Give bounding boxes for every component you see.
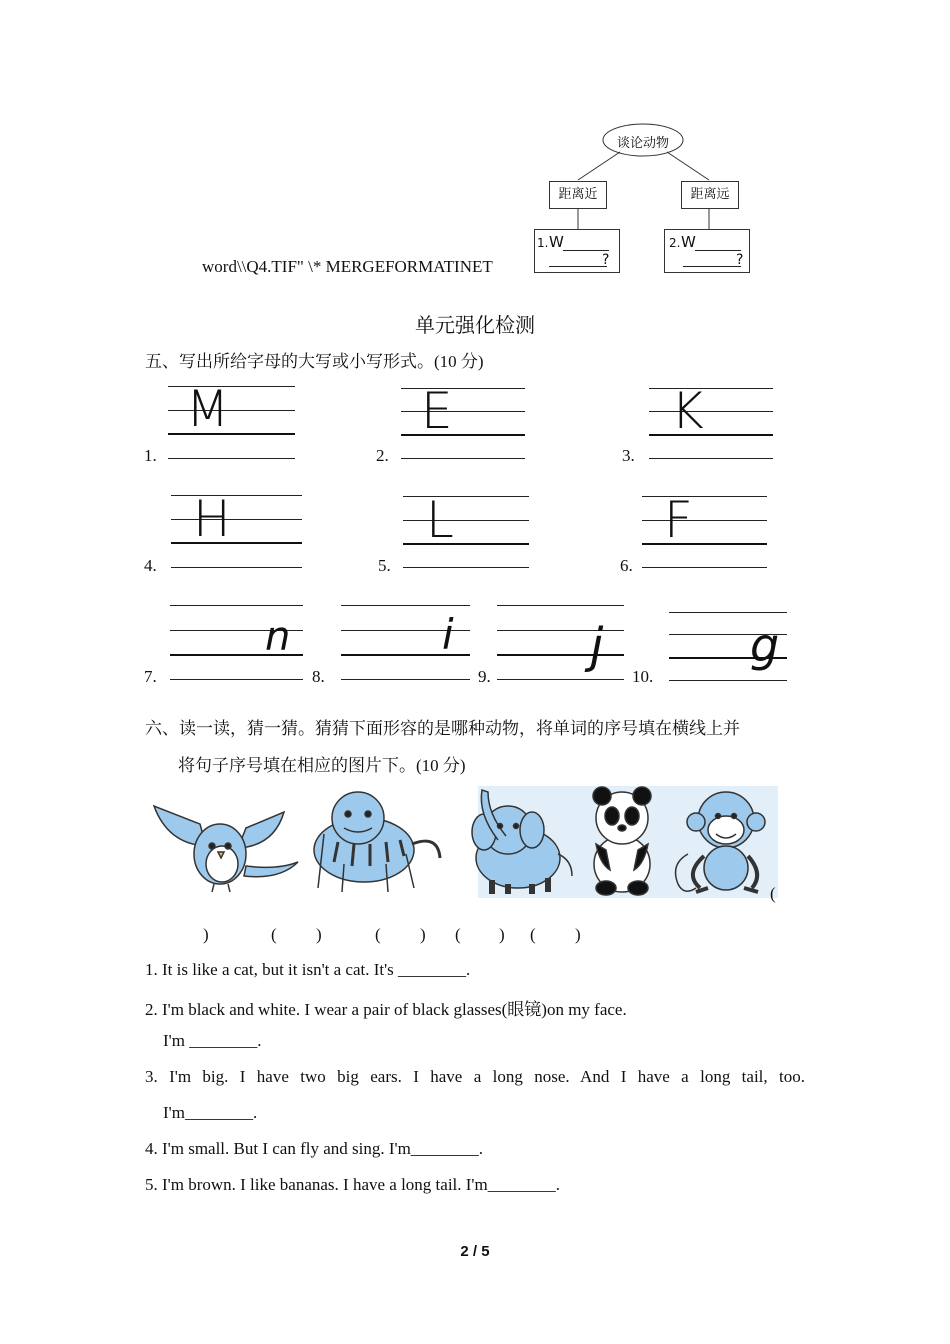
paren-close-1[interactable]: ) (203, 925, 209, 944)
q5-letter-7: n (265, 614, 291, 660)
page-number: 2 / 5 (460, 1243, 490, 1260)
q6-sentence-3: 3. I'm big. I have two big ears. I have a long nose. And I have a long tail, too. (145, 1067, 805, 1086)
q5-letter-2: E (421, 382, 453, 440)
q6-heading-line1: 六、读一读，猜一猜。猜猜下面形容的是哪种动物，将单词的序号填在横线上并 (145, 719, 740, 738)
tiger-picture (314, 792, 440, 892)
paren-open-5[interactable]: ( (530, 925, 536, 944)
q5-num-5: 5. (378, 556, 391, 575)
paren-close-5[interactable]: ) (575, 925, 581, 944)
q5-num-8: 8. (312, 667, 325, 686)
mindmap-far-label: 距离远 (690, 187, 730, 202)
animal-pictures (148, 784, 778, 904)
mindmap-near-label: 距离近 (558, 187, 598, 202)
q5-num-3: 3. (622, 446, 635, 465)
q5-letter-4: H (193, 490, 231, 548)
box1-w: W (549, 233, 564, 251)
q6-sentence-2: 2. I'm black and white. I wear a pair of black glasses(眼镜)on my face. (145, 1000, 627, 1019)
q6-sentence-2-answer: I'm ________. (163, 1031, 262, 1050)
mindmap-far-box (681, 181, 739, 209)
q5-letter-10: g (750, 618, 780, 672)
q6-sentence-5: 5. I'm brown. I like bananas. I have a long tail. I'm________. (145, 1175, 560, 1194)
q5-num-6: 6. (620, 556, 633, 575)
field-code-text: word\\Q4.TIF" \* MERGEFORMATINET (202, 257, 493, 276)
paren-close-4[interactable]: ) (499, 925, 505, 944)
paren-close-3[interactable]: ) (420, 925, 426, 944)
q6-heading-line2: 将句子序号填在相应的图片下。(10 分) (178, 756, 466, 775)
q5-num-2: 2. (376, 446, 389, 465)
box2-w: W (681, 233, 696, 251)
bird-picture (154, 806, 298, 892)
q5-num-1: 1. (144, 446, 157, 465)
q6-sentence-4: 4. I'm small. But I can fly and sing. I'm________. (145, 1139, 484, 1158)
paren-open-2[interactable]: ( (271, 925, 277, 944)
box2-q: ? (736, 252, 744, 268)
q5-letter-3: K (671, 382, 704, 440)
q5-num-9: 9. (478, 667, 491, 686)
q5-letter-8: i (442, 610, 454, 659)
box1-q: ? (602, 252, 610, 268)
mindmap-answer-box-2 (664, 229, 750, 273)
q6-sentence-1: 1. It is like a cat, but it isn't a cat. It's ________. (145, 960, 471, 979)
q5-letter-5: L (426, 491, 454, 549)
q6-sentence-3-answer: I'm________. (163, 1103, 258, 1122)
q5-heading: 五、写出所给字母的大写或小写形式。(10 分) (145, 352, 484, 371)
trailing-paren: ( (770, 884, 776, 903)
q5-letter-9: j (590, 618, 604, 674)
mindmap-root-label: 谈论动物 (616, 136, 669, 151)
section-title: 单元强化检测 (415, 315, 535, 337)
q5-num-4: 4. (144, 556, 157, 575)
q5-letter-6: F (664, 491, 693, 549)
mindmap-near-box (549, 181, 607, 209)
mindmap-answer-box-1 (534, 229, 620, 273)
paren-open-4[interactable]: ( (455, 925, 461, 944)
q5-num-7: 7. (144, 667, 157, 686)
box1-num: 1. (537, 236, 549, 250)
q5-letter-1: M (186, 380, 230, 438)
paren-open-3[interactable]: ( (375, 925, 381, 944)
paren-close-2[interactable]: ) (316, 925, 322, 944)
box2-num: 2. (669, 236, 681, 250)
q5-num-10: 10. (632, 667, 654, 686)
